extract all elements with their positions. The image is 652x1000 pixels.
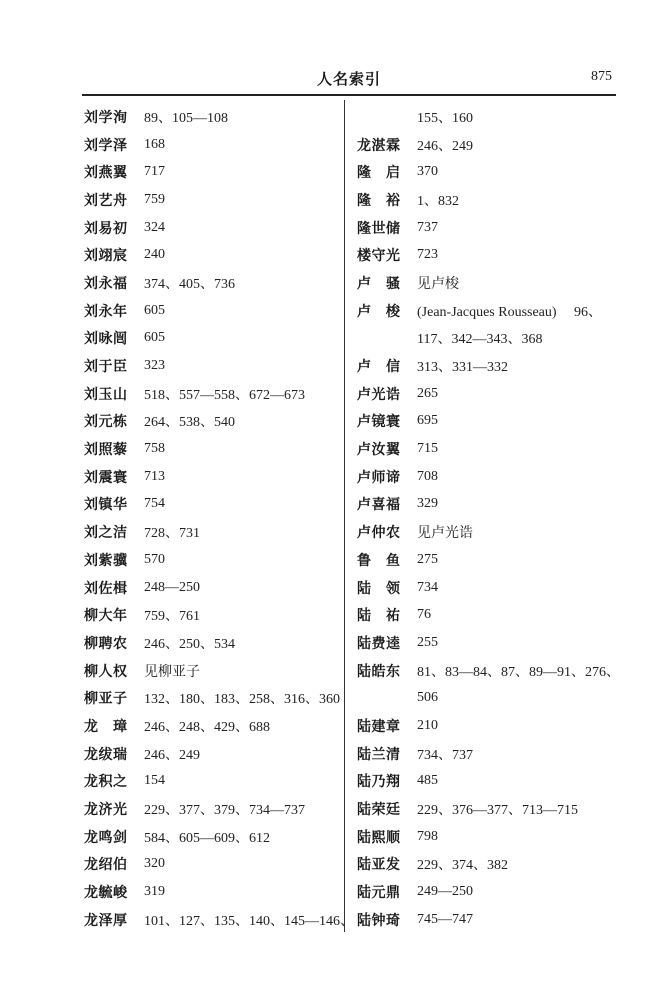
index-entry: [357, 851, 619, 879]
person-name: 柳聘农: [84, 635, 128, 652]
page-references: 728、731: [144, 526, 200, 542]
index-entry: [357, 297, 619, 325]
person-name: 刘镇华: [84, 497, 128, 514]
index-entry: [84, 297, 340, 325]
page-references: 229、374、382: [417, 858, 508, 874]
person-name: 陆元鼎: [357, 885, 401, 902]
page-references: 248—250: [144, 579, 200, 595]
person-name: 卢汝翼: [357, 442, 401, 459]
person-name: 卢 梭: [357, 303, 401, 320]
person-name: 柳亚子: [84, 691, 128, 708]
person-name: 隆 裕: [357, 192, 401, 209]
index-entry: [357, 491, 619, 519]
index-entry: [84, 352, 340, 380]
index-entry: [357, 601, 619, 629]
page-references: 734、737: [417, 747, 473, 763]
index-entry: [84, 103, 340, 131]
page-references: 265: [417, 385, 438, 401]
page-references: 506: [417, 690, 438, 706]
index-entry: [357, 380, 619, 408]
index-entry: [357, 823, 619, 851]
person-name: 刘玉山: [84, 386, 128, 403]
page-references: 246、249: [144, 747, 200, 763]
person-name: 龙济光: [84, 802, 128, 819]
page-references: 758: [144, 441, 165, 457]
person-name: 陆皓东: [357, 663, 401, 680]
index-entry: [84, 629, 340, 657]
page-references: 320: [144, 856, 165, 872]
person-name: 陆费逵: [357, 635, 401, 652]
index-entry: [84, 740, 340, 768]
page-references: 754: [144, 496, 165, 512]
index-entry: [84, 269, 340, 297]
page-references: 518、557—558、672—673: [144, 387, 305, 403]
person-name: 龙绍伯: [84, 857, 128, 874]
index-entry: [357, 906, 619, 934]
page-references: 见卢光诰: [417, 526, 473, 542]
person-name: 刘之洁: [84, 525, 128, 542]
index-entry: [357, 574, 619, 602]
person-name: 刘震寰: [84, 469, 128, 486]
index-entry: [84, 657, 340, 685]
person-name: 卢光诰: [357, 386, 401, 403]
page-references: 264、538、540: [144, 415, 235, 431]
index-entry: [357, 435, 619, 463]
page-references: 370: [417, 164, 438, 180]
index-entry: [357, 740, 619, 768]
page-references: 737: [417, 219, 438, 235]
index-entry: [357, 241, 619, 269]
person-name: 隆 启: [357, 165, 401, 182]
page-references: 154: [144, 773, 165, 789]
page-references: 570: [144, 551, 165, 567]
page-references: 313、331—332: [417, 360, 508, 376]
page-references: 323: [144, 358, 165, 374]
page-references: (Jean-Jacques Rousseau) 96、: [417, 304, 603, 320]
index-entry: [357, 408, 619, 436]
index-entry: [84, 214, 340, 242]
page-references: 759: [144, 191, 165, 207]
page-references: 229、376—377、713—715: [417, 803, 578, 819]
page-references: 见卢梭: [417, 276, 459, 292]
page-references: 229、377、379、734—737: [144, 803, 305, 819]
person-name: 刘咏闿: [84, 331, 128, 348]
person-name: 陆建章: [357, 718, 401, 735]
index-entry: [84, 851, 340, 879]
index-entry: [357, 878, 619, 906]
index-entry: [84, 131, 340, 159]
person-name: 楼守光: [357, 248, 401, 265]
person-name: 陆荣廷: [357, 802, 401, 819]
person-name: 陆熙顺: [357, 829, 401, 846]
page-references: 759、761: [144, 609, 200, 625]
page-title: 人名索引: [316, 70, 381, 88]
index-entry: [357, 103, 619, 131]
person-name: 龙 璋: [84, 718, 128, 735]
index-entry: [84, 435, 340, 463]
person-name: 龙绂瑞: [84, 746, 128, 763]
page-references: 255: [417, 634, 438, 650]
page-references: 275: [417, 551, 438, 567]
index-entry: [357, 795, 619, 823]
person-name: 隆世储: [357, 220, 401, 237]
person-name: 陆兰清: [357, 746, 401, 763]
right-column: [357, 103, 619, 934]
index-entry: [357, 158, 619, 186]
index-entry: [357, 684, 619, 712]
index-entry: [357, 546, 619, 574]
index-entry: [357, 214, 619, 242]
person-name: 陆钟琦: [357, 912, 401, 929]
page-references: 695: [417, 413, 438, 429]
person-name: 龙泽厚: [84, 912, 128, 929]
person-name: 卢师谛: [357, 469, 401, 486]
person-name: 刘照藜: [84, 442, 128, 459]
page-references: 132、180、183、258、316、360: [144, 692, 340, 708]
index-entry: [84, 491, 340, 519]
index-entry: [357, 352, 619, 380]
index-entry: [84, 712, 340, 740]
page-references: 240: [144, 247, 165, 263]
index-entry: [357, 131, 619, 159]
person-name: 陆乃翔: [357, 774, 401, 791]
index-entry: [357, 712, 619, 740]
person-name: 陆 祐: [357, 608, 401, 625]
page-references: 605: [144, 302, 165, 318]
page-references: 319: [144, 884, 165, 900]
page-references: 246、250、534: [144, 636, 235, 652]
page-references: 715: [417, 441, 438, 457]
page-references: 117、342—343、368: [417, 332, 543, 348]
index-entry: [357, 325, 619, 353]
page-references: 485: [417, 773, 438, 789]
index-entry: [84, 186, 340, 214]
person-name: 龙鸣剑: [84, 829, 128, 846]
index-entry: [84, 518, 340, 546]
person-name: 卢喜福: [357, 497, 401, 514]
person-name: 刘佐楫: [84, 580, 128, 597]
person-name: 陆亚发: [357, 857, 401, 874]
index-entry: [84, 878, 340, 906]
person-name: 刘易初: [84, 220, 128, 237]
page-references: 249—250: [417, 884, 473, 900]
page-references: 246、248、429、688: [144, 719, 270, 735]
index-entry: [84, 906, 354, 934]
page-references: 210: [417, 717, 438, 733]
index-entry: [84, 325, 340, 353]
index-entry: [84, 546, 340, 574]
page-references: 605: [144, 330, 165, 346]
index-entry: [84, 463, 340, 491]
index-entry: [84, 768, 340, 796]
person-name: 鲁 鱼: [357, 552, 401, 569]
page-references: 324: [144, 219, 165, 235]
page-references: 798: [417, 828, 438, 844]
page-references: 745—747: [417, 911, 473, 927]
page-references: 374、405、736: [144, 276, 235, 292]
index-entry: [84, 380, 340, 408]
index-entry: [84, 574, 340, 602]
person-name: 刘于臣: [84, 359, 128, 376]
person-name: 卢 骚: [357, 275, 401, 292]
page-references: 155、160: [417, 110, 473, 126]
index-entry: [357, 768, 619, 796]
person-name: 刘燕翼: [84, 165, 128, 182]
page-references: 713: [144, 468, 165, 484]
page-number: 875: [591, 69, 612, 84]
person-name: 刘学泽: [84, 137, 128, 154]
page-references: 1、832: [417, 193, 459, 209]
person-name: 卢仲农: [357, 525, 401, 542]
person-name: 刘永年: [84, 303, 128, 320]
page-references: 329: [417, 496, 438, 512]
index-entry: [84, 823, 340, 851]
page-references: 89、105—108: [144, 110, 228, 126]
person-name: 刘元栋: [84, 414, 128, 431]
person-name: 龙毓峻: [84, 885, 128, 902]
page-references: 76: [417, 607, 431, 623]
person-name: 刘学洵: [84, 109, 128, 126]
page-references: 168: [144, 136, 165, 152]
index-entry: [357, 629, 619, 657]
page-references: 101、127、135、140、145—146、: [144, 913, 354, 929]
person-name: 柳人权: [84, 663, 128, 680]
running-header: [82, 64, 616, 96]
index-entry: [357, 186, 619, 214]
page-references: 81、83—84、87、89—91、276、: [417, 664, 620, 680]
person-name: 刘翊宸: [84, 248, 128, 265]
person-name: 柳大年: [84, 608, 128, 625]
person-name: 卢镜寰: [357, 414, 401, 431]
page-references: 见柳亚子: [144, 664, 200, 680]
index-entry: [357, 463, 619, 491]
page-references: 734: [417, 579, 438, 595]
index-entry: [357, 657, 619, 685]
index-entry: [357, 269, 619, 297]
left-column: [84, 103, 354, 934]
index-entry: [84, 601, 340, 629]
index-entry: [84, 241, 340, 269]
person-name: 刘永福: [84, 275, 128, 292]
person-name: 陆 领: [357, 580, 401, 597]
index-entry: [84, 684, 340, 712]
person-name: 刘艺舟: [84, 192, 128, 209]
index-entry: [357, 518, 619, 546]
column-divider: [344, 100, 345, 932]
page-references: 723: [417, 247, 438, 263]
person-name: 龙湛霖: [357, 137, 401, 154]
page-references: 584、605—609、612: [144, 830, 270, 846]
person-name: 龙积之: [84, 774, 128, 791]
index-entry: [84, 795, 340, 823]
index-entry: [84, 158, 340, 186]
page-references: 708: [417, 468, 438, 484]
person-name: 卢 信: [357, 359, 401, 376]
person-name: 刘紫骥: [84, 552, 128, 569]
index-entry: [84, 408, 340, 436]
page-references: 246、249: [417, 138, 473, 154]
page-references: 717: [144, 164, 165, 180]
